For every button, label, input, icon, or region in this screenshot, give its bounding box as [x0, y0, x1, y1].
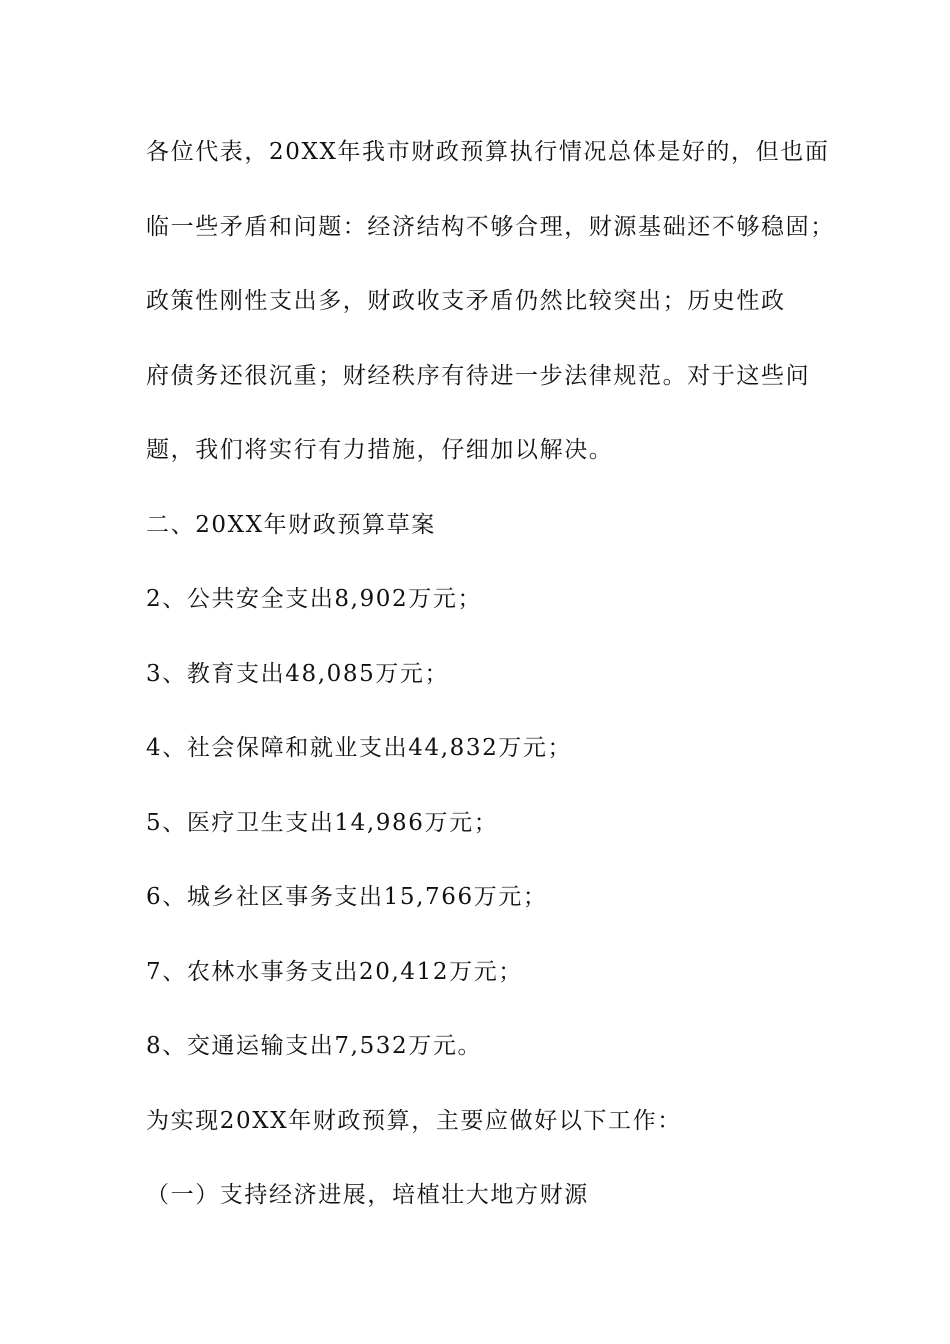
list-item: 3、教育支出48,085万元；: [146, 661, 450, 687]
closing-line: 为实现20XX年财政预算，主要应做好以下工作：: [146, 1108, 682, 1134]
list-item: 4、社会保障和就业支出44,832万元；: [146, 735, 573, 761]
list-item: 7、农林水事务支出20,412万元；: [146, 959, 523, 985]
paragraph-line: 府债务还很沉重；财经秩序有待进一步法律规范。对于这些问: [146, 363, 811, 389]
list-item: 5、医疗卫生支出14,986万元；: [146, 810, 499, 836]
paragraph-line: 政策性刚性支出多，财政收支矛盾仍然比较突出；历史性政: [146, 288, 786, 314]
paragraph-line: 题，我们将实行有力措施，仔细加以解决。: [146, 437, 614, 463]
list-item: 8、交通运输支出7,532万元。: [146, 1033, 483, 1059]
section-heading: 二、20XX年财政预算草案: [146, 512, 436, 538]
list-item: 2、公共安全支出8,902万元；: [146, 586, 483, 612]
paragraph-line: 各位代表，20XX年我市财政预算执行情况总体是好的，但也面: [146, 139, 830, 165]
list-item: 6、城乡社区事务支出15,766万元；: [146, 884, 548, 910]
subsection-heading: （一）支持经济进展，培植壮大地方财源: [146, 1182, 589, 1208]
paragraph-line: 临一些矛盾和问题：经济结构不够合理，财源基础还不够稳固；: [146, 214, 835, 240]
